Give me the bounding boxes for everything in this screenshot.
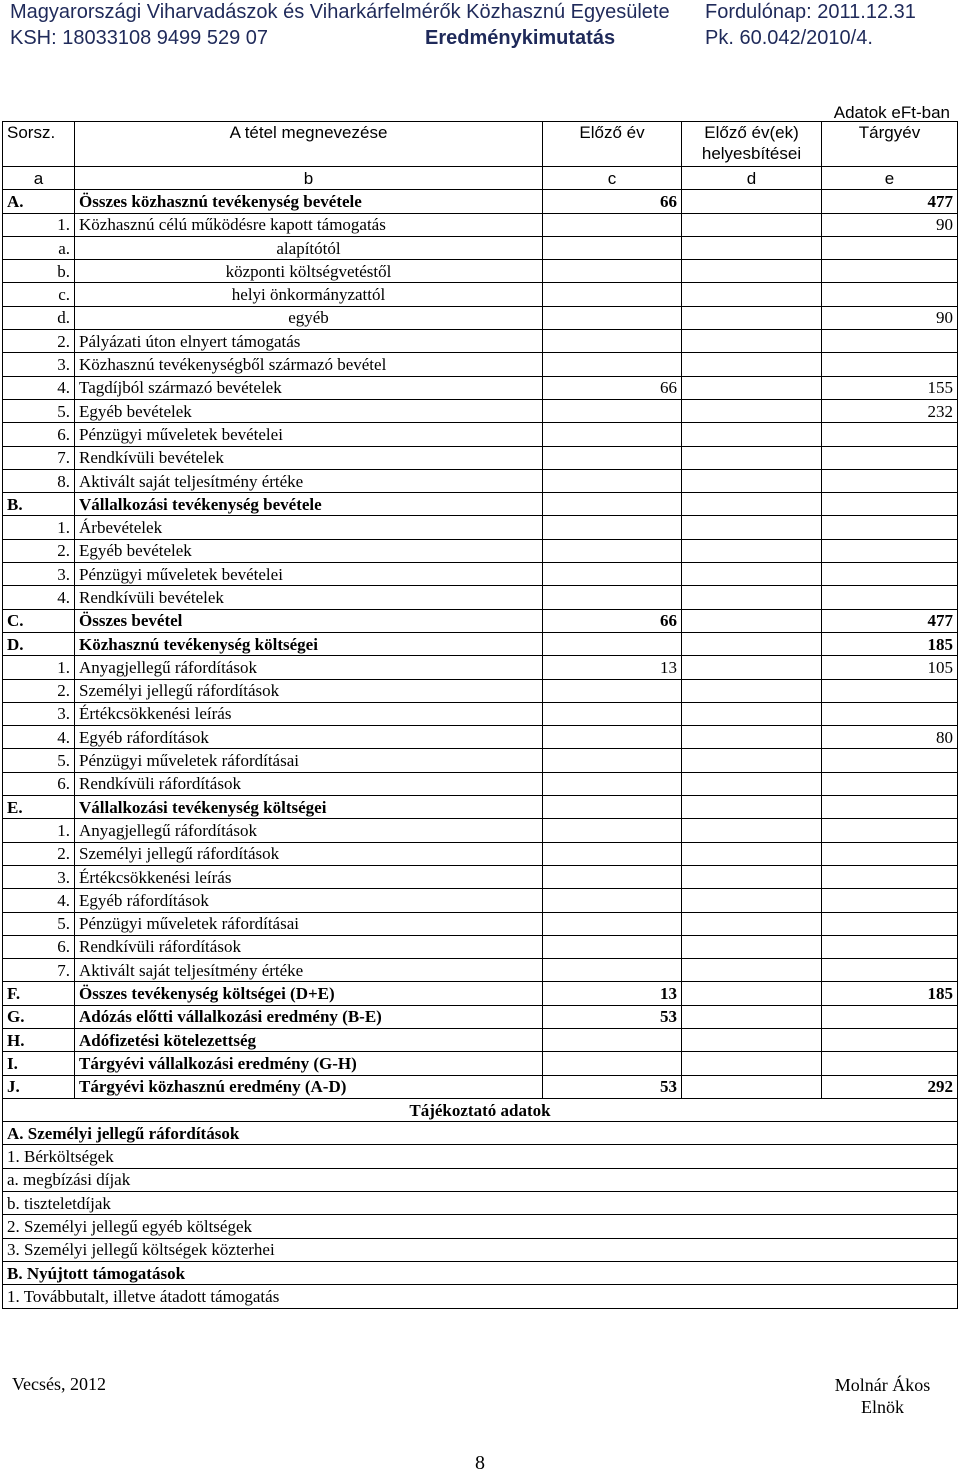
row-current-year: 185	[822, 982, 958, 1005]
org-name: Magyarországi Viharvadászok és Viharkárfelmérők Közhasznú Egyesülete	[10, 1, 670, 23]
table-row	[3, 423, 958, 446]
table-row	[3, 306, 958, 329]
row-adjustments	[682, 796, 822, 819]
row-adjustments	[682, 423, 822, 446]
row-current-year	[822, 539, 958, 562]
row-current-year	[822, 236, 958, 259]
col-letter-b: b	[75, 167, 543, 190]
row-adjustments	[682, 1028, 822, 1051]
row-prev-year	[543, 399, 682, 422]
row-current-year	[822, 353, 958, 376]
row-current-year: 232	[822, 399, 958, 422]
row-prev-year	[543, 842, 682, 865]
table-row	[3, 842, 958, 865]
row-current-year	[822, 679, 958, 702]
row-name: Pénzügyi műveletek bevételei	[75, 423, 543, 446]
row-sorsz: b.	[3, 260, 75, 283]
row-prev-year: 13	[543, 982, 682, 1005]
table-row	[3, 889, 958, 912]
row-sorsz: 2.	[3, 539, 75, 562]
row-adjustments	[682, 283, 822, 306]
row-sorsz: 3.	[3, 563, 75, 586]
row-adjustments	[682, 865, 822, 888]
row-sorsz: 2.	[3, 330, 75, 353]
table-row	[3, 865, 958, 888]
row-sorsz: 7.	[3, 959, 75, 982]
row-sorsz: 1.	[3, 819, 75, 842]
info-row-label: 3. Személyi jellegű költségek közterhei	[3, 1238, 958, 1261]
reference-date: Fordulónap: 2011.12.31	[705, 1, 916, 23]
row-current-year	[822, 889, 958, 912]
table-row	[3, 586, 958, 609]
row-prev-year: 66	[543, 376, 682, 399]
info-row	[3, 1168, 958, 1191]
row-sorsz: A.	[3, 190, 75, 213]
row-name: alapítótól	[75, 236, 543, 259]
table-header-row	[3, 122, 958, 167]
row-current-year	[822, 446, 958, 469]
row-sorsz: 4.	[3, 586, 75, 609]
table-row	[3, 330, 958, 353]
signature-block	[820, 1374, 945, 1418]
row-adjustments	[682, 190, 822, 213]
col-header-current: Tárgyév	[822, 122, 958, 167]
signer-name: Molnár Ákos	[834, 1375, 931, 1395]
row-adjustments	[682, 213, 822, 236]
row-current-year	[822, 563, 958, 586]
table-row	[3, 539, 958, 562]
document-title: Eredménykimutatás	[425, 27, 616, 49]
row-prev-year	[543, 423, 682, 446]
row-adjustments	[682, 679, 822, 702]
table-row	[3, 912, 958, 935]
info-row	[3, 1261, 958, 1284]
row-adjustments	[682, 469, 822, 492]
row-prev-year	[543, 213, 682, 236]
col-header-adjustments-line1: Előző év(ek)	[704, 123, 799, 142]
row-current-year	[822, 912, 958, 935]
info-title-row	[3, 1098, 958, 1121]
row-sorsz: 1.	[3, 213, 75, 236]
table-row	[3, 656, 958, 679]
row-prev-year	[543, 446, 682, 469]
column-letter-row	[3, 167, 958, 190]
info-row-label: 2. Személyi jellegű egyéb költségek	[3, 1215, 958, 1238]
row-name: Pályázati úton elnyert támogatás	[75, 330, 543, 353]
row-sorsz: 1.	[3, 516, 75, 539]
row-adjustments	[682, 889, 822, 912]
table-row	[3, 609, 958, 632]
table-row	[3, 702, 958, 725]
table-row	[3, 493, 958, 516]
table-row	[3, 959, 958, 982]
row-prev-year	[543, 679, 682, 702]
row-prev-year	[543, 260, 682, 283]
table-row	[3, 376, 958, 399]
table-row	[3, 283, 958, 306]
table-row	[3, 935, 958, 958]
row-name: Pénzügyi műveletek ráfordításai	[75, 749, 543, 772]
row-current-year: 90	[822, 213, 958, 236]
info-section	[3, 1098, 958, 1308]
row-current-year	[822, 819, 958, 842]
row-prev-year	[543, 539, 682, 562]
info-row-label: 1. Továbbutalt, illetve átadott támogatás	[3, 1285, 958, 1308]
row-name: Tagdíjból származó bevételek	[75, 376, 543, 399]
row-prev-year	[543, 353, 682, 376]
row-current-year: 292	[822, 1075, 958, 1098]
table-row	[3, 749, 958, 772]
income-statement-table	[2, 121, 958, 1309]
info-row-label: B. Nyújtott támogatások	[3, 1261, 958, 1284]
row-prev-year	[543, 1052, 682, 1075]
row-adjustments	[682, 353, 822, 376]
col-header-sorsz: Sorsz.	[3, 122, 75, 167]
row-prev-year	[543, 772, 682, 795]
row-name: Összes tevékenység költségei (D+E)	[75, 982, 543, 1005]
row-sorsz: d.	[3, 306, 75, 329]
row-prev-year	[543, 796, 682, 819]
row-name: Aktivált saját teljesítmény értéke	[75, 469, 543, 492]
row-prev-year	[543, 306, 682, 329]
row-sorsz: c.	[3, 283, 75, 306]
place-date: Vecsés, 2012	[12, 1374, 106, 1394]
row-sorsz: 5.	[3, 399, 75, 422]
row-name: Pénzügyi műveletek bevételei	[75, 563, 543, 586]
row-adjustments	[682, 609, 822, 632]
row-adjustments	[682, 493, 822, 516]
table-row	[3, 399, 958, 422]
ksh-number: KSH: 18033108 9499 529 07	[10, 27, 268, 49]
page-number: 8	[475, 1452, 485, 1474]
row-name: Egyéb ráfordítások	[75, 889, 543, 912]
row-current-year	[822, 469, 958, 492]
row-current-year: 477	[822, 609, 958, 632]
col-letter-e: e	[822, 167, 958, 190]
row-prev-year	[543, 330, 682, 353]
info-title: Tájékoztató adatok	[3, 1098, 958, 1121]
row-adjustments	[682, 399, 822, 422]
row-prev-year: 53	[543, 1005, 682, 1028]
table-row	[3, 726, 958, 749]
row-sorsz: 3.	[3, 702, 75, 725]
row-prev-year	[543, 632, 682, 655]
row-current-year: 155	[822, 376, 958, 399]
col-header-prev: Előző év	[543, 122, 682, 167]
court-registration: Pk. 60.042/2010/4.	[705, 27, 873, 49]
table-row	[3, 353, 958, 376]
row-prev-year	[543, 935, 682, 958]
row-name: egyéb	[75, 306, 543, 329]
row-prev-year: 66	[543, 609, 682, 632]
row-name: Összes közhasznú tevékenység bevétele	[75, 190, 543, 213]
row-current-year: 90	[822, 306, 958, 329]
row-sorsz: 5.	[3, 749, 75, 772]
table-row	[3, 469, 958, 492]
row-name: Egyéb ráfordítások	[75, 726, 543, 749]
row-prev-year: 53	[543, 1075, 682, 1098]
table-row	[3, 1028, 958, 1051]
row-name: Pénzügyi műveletek ráfordításai	[75, 912, 543, 935]
row-name: Rendkívüli ráfordítások	[75, 935, 543, 958]
table-row	[3, 796, 958, 819]
header-line-2	[0, 28, 960, 58]
row-adjustments	[682, 842, 822, 865]
row-name: Összes bevétel	[75, 609, 543, 632]
row-adjustments	[682, 539, 822, 562]
row-prev-year	[543, 959, 682, 982]
table-row	[3, 632, 958, 655]
table-row	[3, 982, 958, 1005]
row-name: Rendkívüli ráfordítások	[75, 772, 543, 795]
row-name: Anyagjellegű ráfordítások	[75, 819, 543, 842]
row-sorsz: 4.	[3, 726, 75, 749]
row-adjustments	[682, 586, 822, 609]
row-current-year: 80	[822, 726, 958, 749]
row-current-year	[822, 423, 958, 446]
row-name: Árbevételek	[75, 516, 543, 539]
row-prev-year	[543, 726, 682, 749]
row-sorsz: C.	[3, 609, 75, 632]
table-row	[3, 260, 958, 283]
row-current-year	[822, 1052, 958, 1075]
row-sorsz: a.	[3, 236, 75, 259]
row-current-year	[822, 283, 958, 306]
row-sorsz: 4.	[3, 889, 75, 912]
info-row-label: 1. Bérköltségek	[3, 1145, 958, 1168]
row-sorsz: D.	[3, 632, 75, 655]
row-current-year: 185	[822, 632, 958, 655]
row-name: Tárgyévi közhasznú eredmény (A-D)	[75, 1075, 543, 1098]
row-current-year: 477	[822, 190, 958, 213]
row-sorsz: H.	[3, 1028, 75, 1051]
row-current-year	[822, 842, 958, 865]
col-letter-d: d	[682, 167, 822, 190]
table-body	[3, 190, 958, 1099]
row-adjustments	[682, 982, 822, 1005]
row-adjustments	[682, 376, 822, 399]
row-adjustments	[682, 912, 822, 935]
row-name: Közhasznú tevékenység költségei	[75, 632, 543, 655]
row-sorsz: 4.	[3, 376, 75, 399]
info-row	[3, 1122, 958, 1145]
info-row	[3, 1285, 958, 1308]
row-name: Adófizetési kötelezettség	[75, 1028, 543, 1051]
row-sorsz: 6.	[3, 935, 75, 958]
table-row	[3, 563, 958, 586]
row-current-year	[822, 516, 958, 539]
info-row	[3, 1145, 958, 1168]
signer-title: Elnök	[861, 1397, 904, 1417]
row-current-year	[822, 749, 958, 772]
info-row-label: A. Személyi jellegű ráfordítások	[3, 1122, 958, 1145]
row-prev-year: 66	[543, 190, 682, 213]
row-adjustments	[682, 330, 822, 353]
col-header-adjustments-line2: helyesbítései	[701, 144, 802, 163]
units-note: Adatok eFt-ban	[833, 103, 950, 122]
row-sorsz: 6.	[3, 423, 75, 446]
row-current-year: 105	[822, 656, 958, 679]
row-adjustments	[682, 935, 822, 958]
row-current-year	[822, 865, 958, 888]
row-name: Értékcsökkenési leírás	[75, 702, 543, 725]
row-adjustments	[682, 726, 822, 749]
row-adjustments	[682, 772, 822, 795]
row-current-year	[822, 935, 958, 958]
row-name: Személyi jellegű ráfordítások	[75, 679, 543, 702]
row-sorsz: 3.	[3, 865, 75, 888]
row-sorsz: 2.	[3, 679, 75, 702]
row-adjustments	[682, 563, 822, 586]
row-name: Tárgyévi vállalkozási eredmény (G-H)	[75, 1052, 543, 1075]
col-letter-a: a	[3, 167, 75, 190]
info-row-label: a. megbízási díjak	[3, 1168, 958, 1191]
row-adjustments	[682, 749, 822, 772]
table-row	[3, 446, 958, 469]
table-row	[3, 190, 958, 213]
row-prev-year: 13	[543, 656, 682, 679]
table-row	[3, 1052, 958, 1075]
row-prev-year	[543, 912, 682, 935]
table-row	[3, 772, 958, 795]
table-row	[3, 819, 958, 842]
row-prev-year	[543, 702, 682, 725]
row-adjustments	[682, 306, 822, 329]
row-name: Aktivált saját teljesítmény értéke	[75, 959, 543, 982]
info-row	[3, 1215, 958, 1238]
row-sorsz: I.	[3, 1052, 75, 1075]
row-name: Értékcsökkenési leírás	[75, 865, 543, 888]
row-prev-year	[543, 749, 682, 772]
row-name: Anyagjellegű ráfordítások	[75, 656, 543, 679]
row-name: Rendkívüli bevételek	[75, 446, 543, 469]
row-current-year	[822, 586, 958, 609]
row-current-year	[822, 1028, 958, 1051]
row-adjustments	[682, 1075, 822, 1098]
row-current-year	[822, 959, 958, 982]
row-adjustments	[682, 1052, 822, 1075]
row-name: központi költségvetéstől	[75, 260, 543, 283]
row-sorsz: G.	[3, 1005, 75, 1028]
col-letter-c: c	[543, 167, 682, 190]
table-row	[3, 213, 958, 236]
table-row	[3, 1075, 958, 1098]
table-row	[3, 679, 958, 702]
row-current-year	[822, 330, 958, 353]
row-prev-year	[543, 563, 682, 586]
row-sorsz: 7.	[3, 446, 75, 469]
row-current-year	[822, 1005, 958, 1028]
row-adjustments	[682, 819, 822, 842]
row-sorsz: 3.	[3, 353, 75, 376]
row-current-year	[822, 796, 958, 819]
row-sorsz: F.	[3, 982, 75, 1005]
row-name: Vállalkozási tevékenység költségei	[75, 796, 543, 819]
row-sorsz: 6.	[3, 772, 75, 795]
row-sorsz: 1.	[3, 656, 75, 679]
row-adjustments	[682, 260, 822, 283]
row-name: Személyi jellegű ráfordítások	[75, 842, 543, 865]
row-adjustments	[682, 656, 822, 679]
row-sorsz: 8.	[3, 469, 75, 492]
table-row	[3, 236, 958, 259]
row-name: Rendkívüli bevételek	[75, 586, 543, 609]
row-adjustments	[682, 632, 822, 655]
row-name: Vállalkozási tevékenység bevétele	[75, 493, 543, 516]
row-prev-year	[543, 819, 682, 842]
row-sorsz: 5.	[3, 912, 75, 935]
table-row	[3, 516, 958, 539]
row-sorsz: E.	[3, 796, 75, 819]
table-row	[3, 1005, 958, 1028]
row-adjustments	[682, 959, 822, 982]
row-adjustments	[682, 702, 822, 725]
row-current-year	[822, 702, 958, 725]
row-prev-year	[543, 865, 682, 888]
row-name: Közhasznú tevékenységből származó bevétel	[75, 353, 543, 376]
row-current-year	[822, 493, 958, 516]
row-current-year	[822, 772, 958, 795]
col-header-adjustments	[682, 122, 822, 167]
info-row	[3, 1238, 958, 1261]
col-header-name: A tétel megnevezése	[75, 122, 543, 167]
info-row-label: b. tiszteletdíjak	[3, 1192, 958, 1215]
row-prev-year	[543, 1028, 682, 1051]
row-name: Egyéb bevételek	[75, 539, 543, 562]
info-row	[3, 1192, 958, 1215]
row-prev-year	[543, 493, 682, 516]
row-name: Egyéb bevételek	[75, 399, 543, 422]
row-current-year	[822, 260, 958, 283]
row-prev-year	[543, 236, 682, 259]
row-name: helyi önkormányzattól	[75, 283, 543, 306]
row-sorsz: 2.	[3, 842, 75, 865]
row-name: Adózás előtti vállalkozási eredmény (B-E)	[75, 1005, 543, 1028]
row-prev-year	[543, 283, 682, 306]
row-prev-year	[543, 516, 682, 539]
row-prev-year	[543, 586, 682, 609]
row-name: Közhasznú célú működésre kapott támogatás	[75, 213, 543, 236]
row-sorsz: B.	[3, 493, 75, 516]
row-adjustments	[682, 1005, 822, 1028]
row-prev-year	[543, 469, 682, 492]
row-adjustments	[682, 446, 822, 469]
row-adjustments	[682, 236, 822, 259]
row-sorsz: J.	[3, 1075, 75, 1098]
row-prev-year	[543, 889, 682, 912]
row-adjustments	[682, 516, 822, 539]
